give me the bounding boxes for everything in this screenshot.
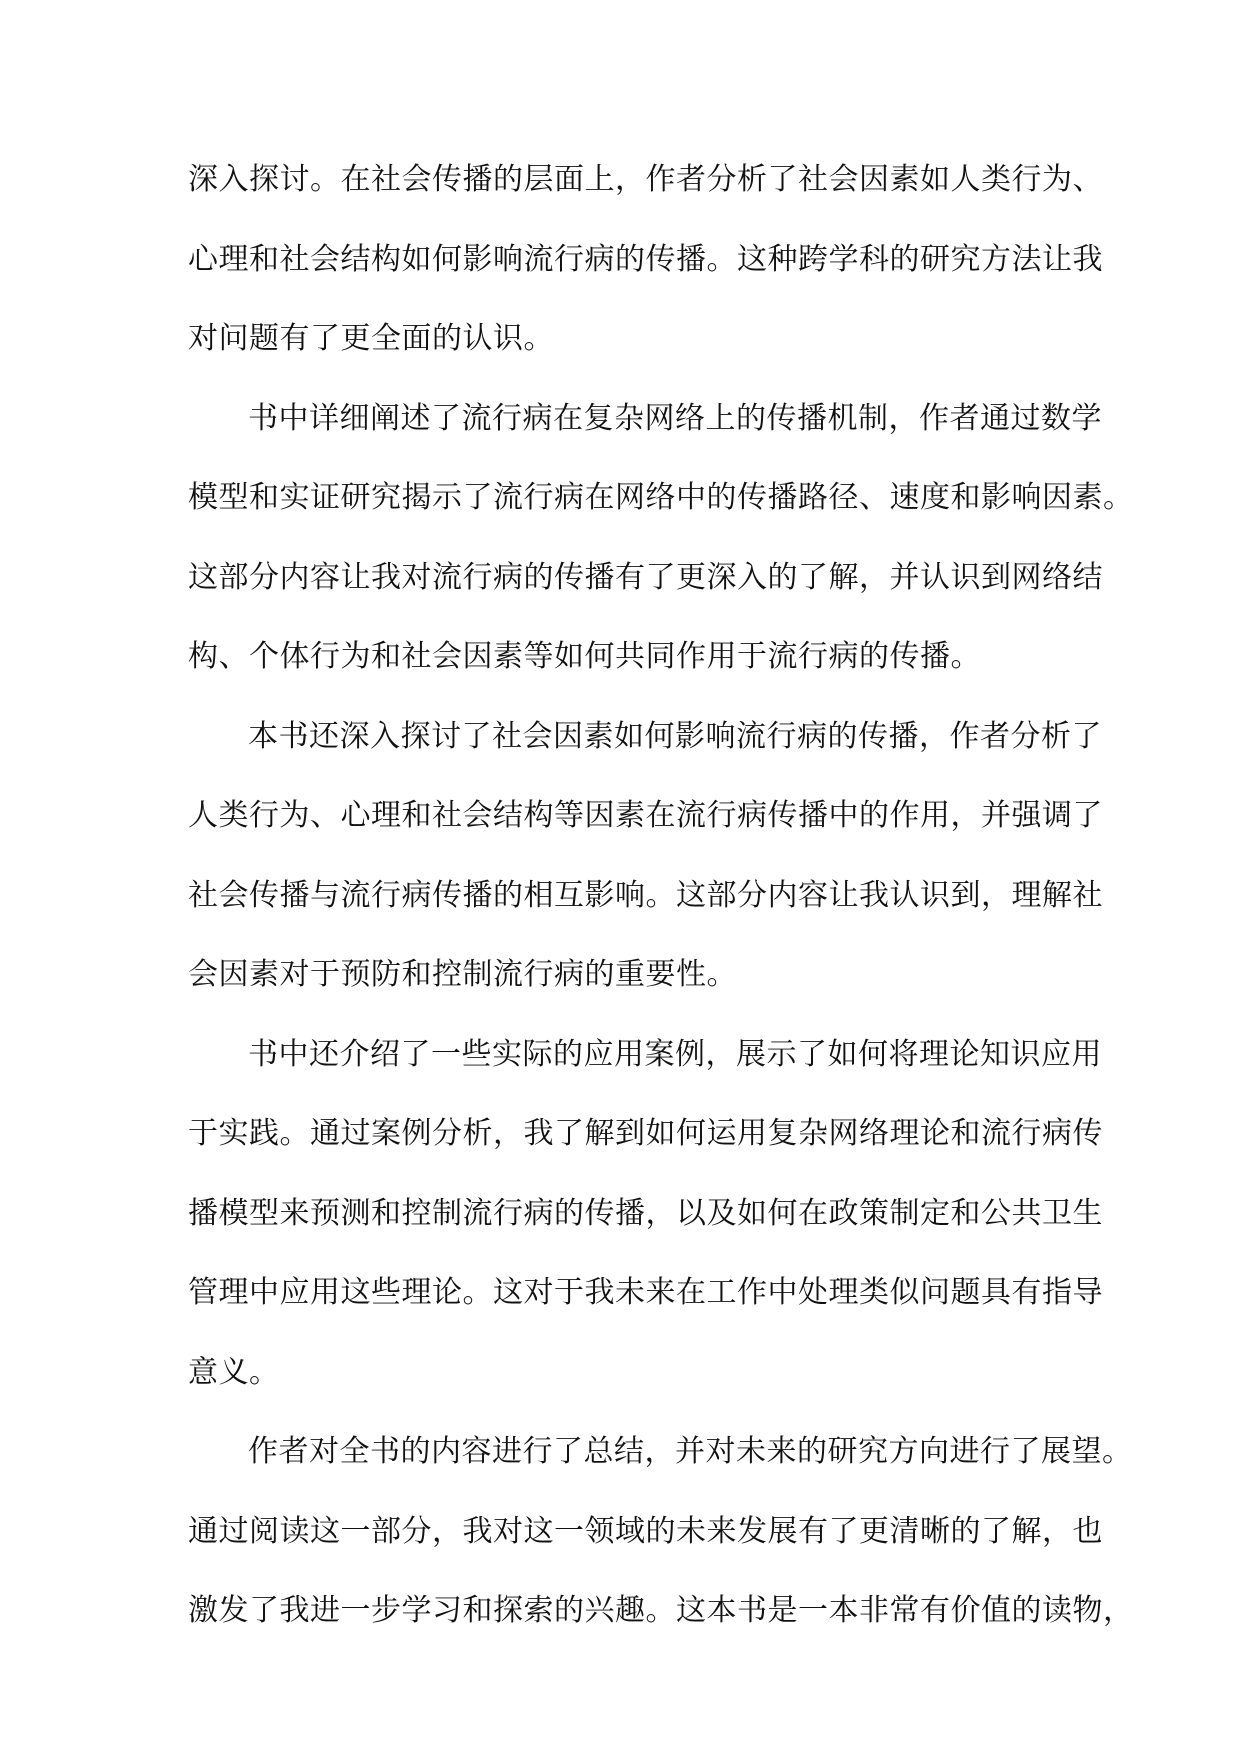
text-line: 构、个体行为和社会因素等如何共同作用于流行病的传播。: [188, 639, 981, 674]
text-line: 激发了我进一步学习和探索的兴趣。这本书是一本非常有价值的读物，: [188, 1593, 1134, 1628]
text-line: 深入探讨。在社会传播的层面上，作者分析了社会因素如人类行为、: [188, 162, 1103, 197]
text-line: 模型和实证研究揭示了流行病在网络中的传播路径、速度和影响因素。: [188, 480, 1134, 515]
paragraph-1: [188, 140, 1103, 379]
text-line: 书中详细阐述了流行病在复杂网络上的传播机制，作者通过数学: [248, 400, 1102, 436]
paragraph-4: [188, 1015, 1103, 1413]
text-line: 意义。: [188, 1354, 280, 1390]
text-line: 这部分内容让我对流行病的传播有了更深入的了解，并认识到网络结: [188, 559, 1103, 595]
text-line: 播模型来预测和控制流行病的传播，以及如何在政策制定和公共卫生: [188, 1195, 1103, 1231]
text-line: 本书还深入探讨了社会因素如何影响流行病的传播，作者分析了: [248, 718, 1102, 754]
text-line: 社会传播与流行病传播的相互影响。这部分内容让我认识到，理解社: [188, 877, 1103, 913]
paragraph-2: [188, 379, 1134, 697]
paragraph-3: [188, 697, 1103, 1015]
text-line: 会因素对于预防和控制流行病的重要性。: [188, 957, 737, 992]
paragraph-5: [188, 1412, 1134, 1651]
text-line: 心理和社会结构如何影响流行病的传播。这种跨学科的研究方法让我: [188, 241, 1103, 277]
text-line: 对问题有了更全面的认识。: [188, 321, 554, 356]
text-line: 管理中应用这些理论。这对于我未来在工作中处理类似问题具有指导: [188, 1275, 1103, 1310]
text-line: 作者对全书的内容进行了总结，并对未来的研究方向进行了展望。: [248, 1434, 1133, 1469]
text-line: 人类行为、心理和社会结构等因素在流行病传播中的作用，并强调了: [188, 798, 1103, 833]
text-line: 通过阅读这一部分，我对这一领域的未来发展有了更清晰的了解，也: [188, 1513, 1103, 1549]
text-line: 书中还介绍了一些实际的应用案例，展示了如何将理论知识应用: [248, 1036, 1102, 1072]
text-line: 于实践。通过案例分析，我了解到如何运用复杂网络理论和流行病传: [188, 1116, 1103, 1151]
document-body: [188, 140, 1134, 1651]
